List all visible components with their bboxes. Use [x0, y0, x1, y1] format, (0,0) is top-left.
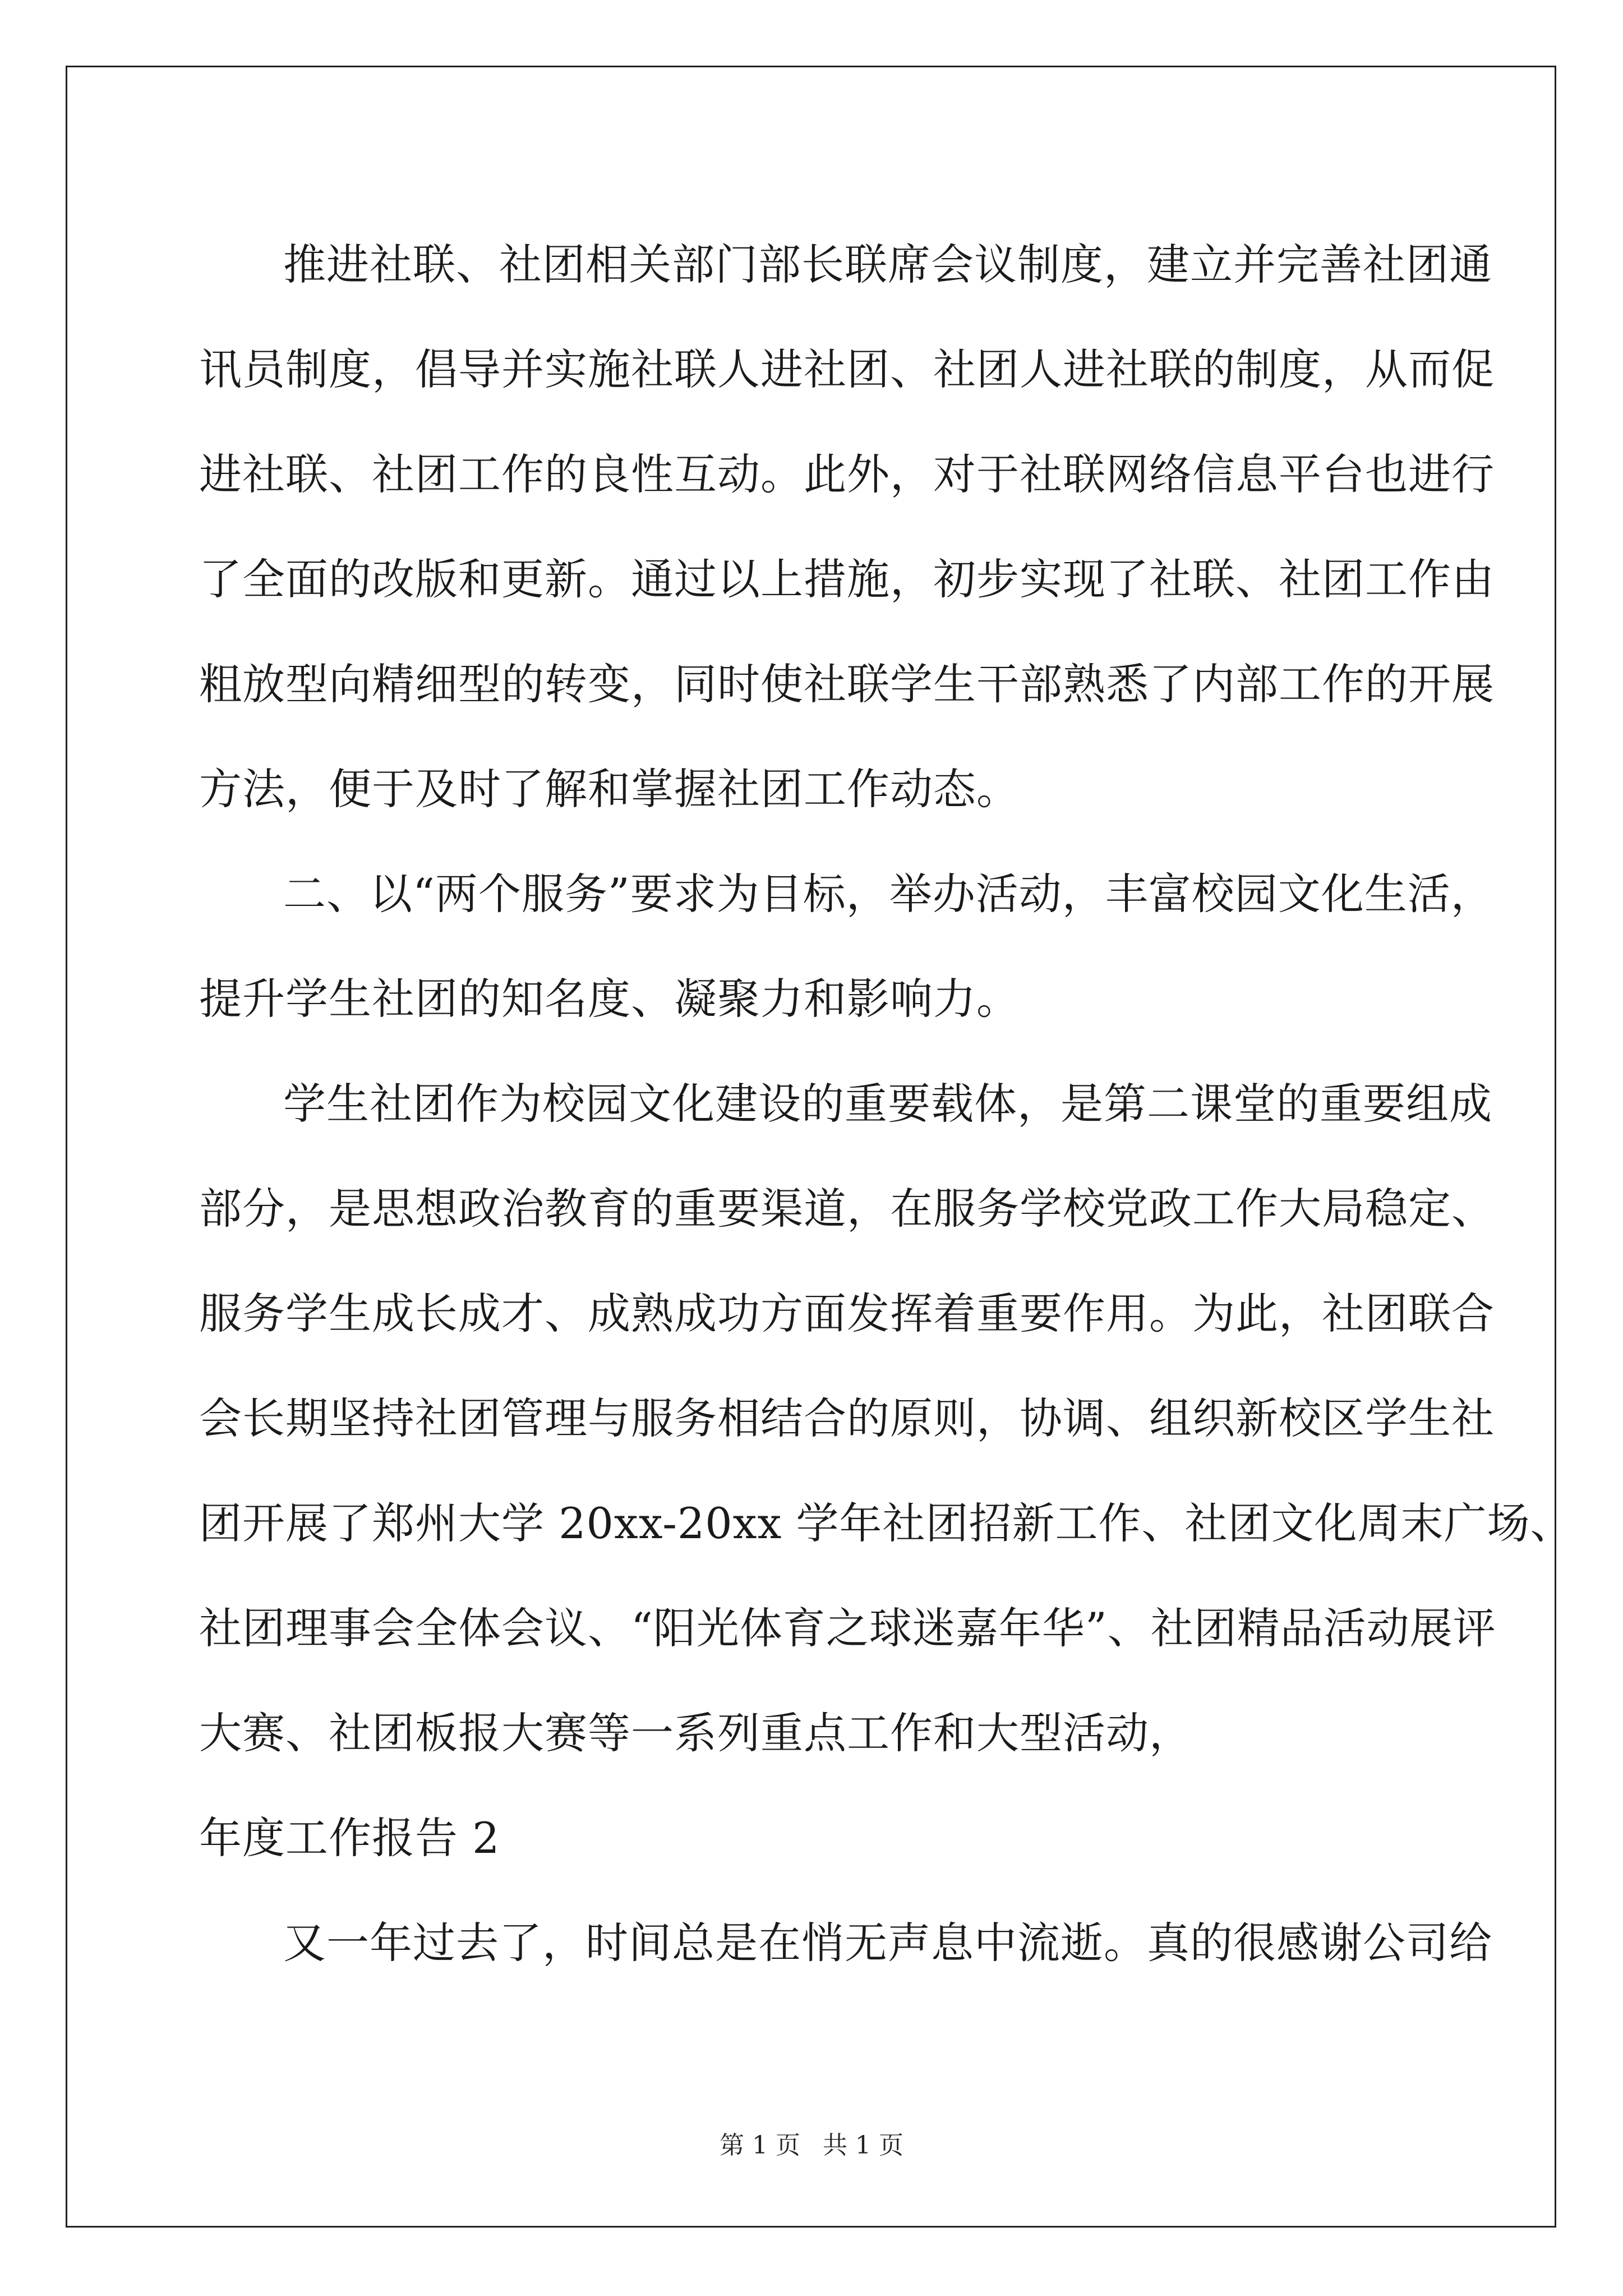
document-title: 年度工作报告 2: [199, 1813, 500, 1863]
paragraph-line: 方法，便于及时了解和掌握社团工作动态。: [199, 764, 1020, 814]
paragraph-line: 又一年过去了，时间总是在悄无声息中流逝。真的很感谢公司给: [283, 1918, 1492, 1968]
paragraph-line: 进社联、社团工作的良性互动。此外，对于社联网络信息平台也进行: [199, 449, 1495, 499]
page-number-current: 第 1 页: [720, 2131, 800, 2160]
paragraph-line: 部分，是思想政治教育的重要渠道，在服务学校党政工作大局稳定、: [199, 1184, 1495, 1234]
paragraph-line: 团开展了郑州大学 20xx-20xx 学年社团招新工作、社团文化周末广场、: [199, 1498, 1574, 1548]
page-number-total: 共 1 页: [823, 2131, 903, 2160]
paragraph-line: 会长期坚持社团管理与服务相结合的原则，协调、组织新校区学生社: [199, 1393, 1495, 1443]
paragraph-line: 粗放型向精细型的转变，同时使社联学生干部熟悉了内部工作的开展: [199, 659, 1495, 709]
document-body: [199, 212, 1574, 1995]
section-heading-line: 二、以“两个服务”要求为目标，举办活动，丰富校园文化生活，: [283, 869, 1494, 919]
paragraph-line: 学生社团作为校园文化建设的重要载体，是第二课堂的重要组成: [283, 1079, 1492, 1129]
paragraph-line: 推进社联、社团相关部门部长联席会议制度，建立并完善社团通: [283, 240, 1492, 289]
paragraph-line: 讯员制度，倡导并实施社联人进社团、社团人进社联的制度，从而促: [199, 344, 1495, 394]
paragraph-line: 服务学生成长成才、成熟成功方面发挥着重要作用。为此，社团联合: [199, 1289, 1495, 1338]
paragraph-line: 大赛、社团板报大赛等一系列重点工作和大型活动，: [199, 1708, 1192, 1758]
section-heading-line: 提升学生社团的知名度、凝聚力和影响力。: [199, 974, 1020, 1024]
page-footer: [0, 2129, 1623, 2162]
paragraph-line: 了全面的改版和更新。通过以上措施，初步实现了社联、社团工作由: [199, 554, 1495, 604]
paragraph-line: 社团理事会全体会议、“阳光体育之球迷嘉年华”、社团精品活动展评: [199, 1603, 1496, 1653]
